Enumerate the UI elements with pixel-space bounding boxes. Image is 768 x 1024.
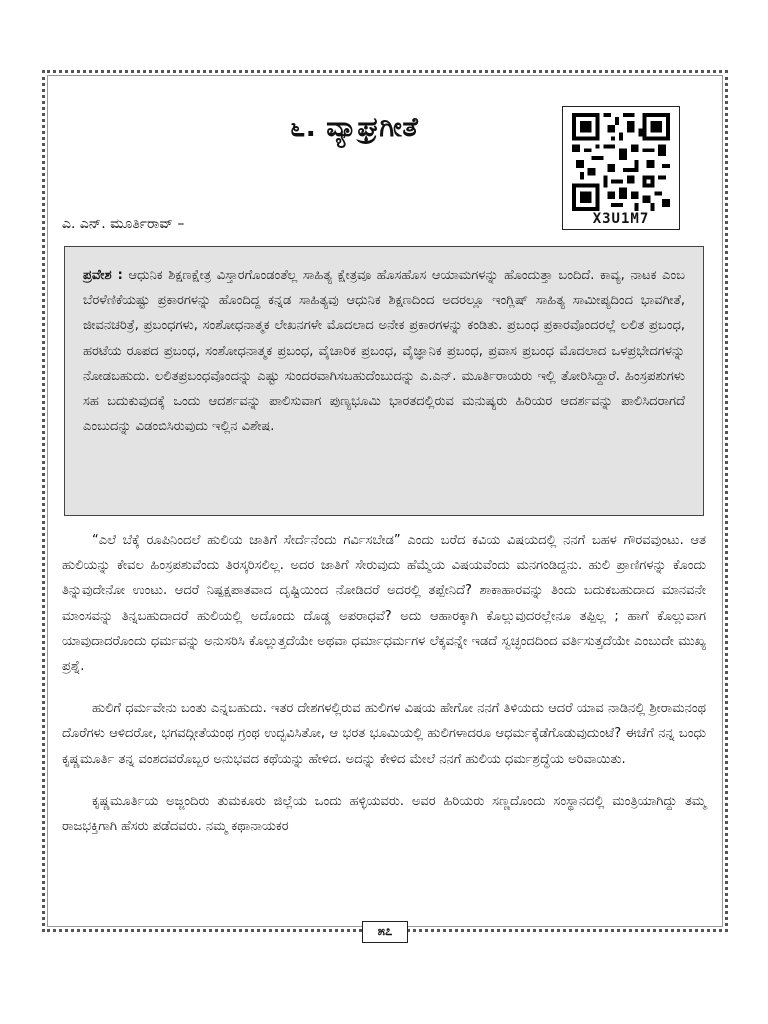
qr-code-label: X3U1M7: [592, 211, 650, 227]
paragraph-2: ಹುಲಿಗೆ ಧರ್ಮವೇನು ಬಂತು ಎನ್ನಬಹುದು. ಇತರ ದೇಶಗಳಲ್ಲಿರುವ ಹುಲಿಗಳ ವಿಷಯ ಹೇಗೋ ನನಗೆ ತಿಳಿಯದು ಆದರೆ ಯಾವ ನಾಡಿನಲ್ಲಿ ಶ್ರೀರಾಮನಂಥ ದೊರೆಗಳು ಆಳಿದರೋ, ಭಗವದ್ಗೀತೆಯಂಥ ಗ್ರಂಥ ಉದ್ಭವಿಸಿತೋ, ಆ ಭರತ ಭೂಮಿಯಲ್ಲಿ ಹುಲಿಗಳಾದರೂ ಆಧರ್ಮಕ್ಕೆಡೆಗೊಡುವುದುಂಟೆ? ಈಚೆಗೆ ನನ್ನ ಬಂಧು ಕೃಷ್ಣಮೂರ್ತಿ ತನ್ನ ವಂಶದವರೊಬ್ಬರ ಅನುಭವದ ಕಥೆಯನ್ನು ಹೇಳಿದ. ಅದನ್ನು ಕೇಳಿದ ಮೇಲೆ ನನಗೆ ಹುಲಿಯ ಧರ್ಮಶ್ರದ್ಧೆಯ ಅರಿವಾಯಿತು.: [62, 701, 706, 767]
intro-text: ಆಧುನಿಕ ಶಿಕ್ಷಣಕ್ಷೇತ್ರ ವಿಸ್ತಾರಗೊಂಡಂತೆಲ್ಲ ಸಾಹಿತ್ಯ ಕ್ಷೇತ್ರವೂ ಹೊಸಹೊಸ ಆಯಾಮಗಳನ್ನು ಹೊಂದುತ್ತಾ ಬಂದಿದೆ. ಕಾವ್ಯ, ನಾಟಕ ಎಂಬ ಬೆರಳೆಣಿಕೆಯಷ್ಟು ಪ್ರಕಾರಗಳನ್ನು ಹೊಂದಿದ್ದ ಕನ್ನಡ ಸಾಹಿತ್ಯವು ಆಧುನಿಕ ಶಿಕ್ಷಣದಿಂದ ಅದರಲ್ಲೂ ಇಂಗ್ಲಿಷ್ ಸಾಹಿತ್ಯ ಸಾಮೀಪ್ಯದಿಂದ ಭಾವಗೀತೆ, ಜೀವನಚರಿತ್ರೆ, ಪ್ರಬಂಧಗಳು, ಸಂಶೋಧನಾತ್ಮಕ ಲೇಖನಗಳೇ ಮೊದಲಾದ ಅನೇಕ ಪ್ರಕಾರಗಳನ್ನು ಕಂಡಿತು. ಪ್ರಬಂಧ ಪ್ರಕಾರವೊಂದರಲ್ಲೆ ಲಲಿತ ಪ್ರಬಂಧ, ಹರಟೆಯ ರೂಪದ ಪ್ರಬಂಧ, ಸಂಶೋಧನಾತ್ಮಕ ಪ್ರಬಂಧ, ವೈಚಾರಿಕ ಪ್ರಬಂಧ, ವೈಜ್ಞಾನಿಕ ಪ್ರಬಂಧ, ಪ್ರವಾಸ ಪ್ರಬಂಧ ಮೊದಲಾದ ಒಳಪ್ರಭೇದಗಳನ್ನು ನೋಡಬಹುದು. ಲಲಿತಪ್ರಬಂಧವೊಂದನ್ನು ಎಷ್ಟು ಸುಂದರವಾಗಿಸಬಹುದೆಂಬುದನ್ನು ಎ.ಎನ್. ಮೂರ್ತಿರಾಯರು ಇಲ್ಲಿ ತೋರಿಸಿದ್ದಾರೆ. ಹಿಂಸ್ರಪಶುಗಳು ಸಹ ಬದುಕುವುದಕ್ಕೆ ಒಂದು ಆದರ್ಶವನ್ನು ಪಾಲಿಸುವಾಗ ಪುಣ್ಯಭೂಮಿ ಭಾರತದಲ್ಲಿರುವ ಮನುಷ್ಯರು ಹಿರಿಯರ ಆದರ್ಶವನ್ನು ಪಾಲಿಸಿದರಾಗದೆ ಎಂಬುದನ್ನು ವಿಡಂಬಿಸಿರುವುದು ಇಲ್ಲಿನ ವಿಶೇಷ.: [83, 268, 685, 435]
paragraph-3: ಕೃಷ್ಣಮೂರ್ತಿಯ ಅಜ್ಜಂದಿರು ತುಮಕೂರು ಜಿಲ್ಲೆಯ ಒಂದು ಹಳ್ಳಿಯವರು. ಅವರ ಹಿರಿಯರು ಸಣ್ಣದೊಂದು ಸಂಸ್ಥಾನದಲ್ಲಿ ಮಂತ್ರಿಯಾಗಿದ್ದು ತಮ್ಮ ರಾಜಭಕ್ತಿಗಾಗಿ ಹೆಸರು ಪಡೆದವರು. ನಮ್ಮ ಕಥಾನಾಯಕರ: [62, 793, 706, 835]
lesson-title: ೬. ವ್ಯಾಘ್ರಗೀತೆ: [290, 112, 419, 143]
paragraph-1: “ಎಲೆ ಬೆಕ್ಕೆ ರೂಪಿನಿಂದಲೆ ಹುಲಿಯ ಜಾತಿಗೆ ಸೇರ್ದೆನೆಂದು ಗರ್ವಿಸಬೇಡ” ಎಂದು ಬರೆದ ಕವಿಯ ವಿಷಯದಲ್ಲಿ ನನಗೆ ಬಹಳ ಗೌರವವುಂಟು. ಆತ ಹುಲಿಯನ್ನು ಕೇವಲ ಹಿಂಸ್ರಪಶುವೆಂದು ತಿರಸ್ಕರಿಸಲಿಲ್ಲ. ಅದರ ಜಾತಿಗೆ ಸೇರುವುದು ಹೆಮ್ಮೆಯ ವಿಷಯವೆಂದು ಮನಗಂಡಿದ್ದನು. ಹುಲಿ ಪ್ರಾಣಿಗಳನ್ನು ಕೊಂದು ತಿನ್ನುವುದೇನೋ ಉಂಟು. ಆದರೆ ನಿಷ್ಪಕ್ಷಪಾತವಾದ ದೃಷ್ಟಿಯಿಂದ ನೋಡಿದರೆ ಅದರಲ್ಲಿ ತಪ್ಪೇನಿದೆ? ಶಾಕಾಹಾರವನ್ನು ತಿಂದು ಬದುಕಬಹುದಾದ ಮಾನವನೇ ಮಾಂಸವನ್ನು ತಿನ್ನಬಹುದಾದರೆ ಹುಲಿಯಲ್ಲಿ ಅದೊಂದು ದೊಡ್ಡ ಅಪರಾಧವೆ? ಅದು ಆಹಾರಕ್ಕಾಗಿ ಕೊಲ್ಲುವುದರಲ್ಲೇನೂ ತಪ್ಪಿಲ್ಲ ; ಹಾಗೆ ಕೊಲ್ಲುವಾಗ ಯಾವುದಾದರೊಂದು ಧರ್ಮವನ್ನು ಅನುಸರಿಸಿ ಕೊಲ್ಲುತ್ತದೆಯೇ ಅಥವಾ ಧರ್ಮಾಧರ್ಮಗಳ ಲೆಕ್ಕವನ್ನೇ ಇಡದೆ ಸ್ವಚ್ಛಂದದಿಂದ ವರ್ತಿಸುತ್ತದೆಯೇ ಎಂಬುದೇ ಮುಖ್ಯ ಪ್ರಶ್ನೆ.: [62, 533, 706, 675]
author-name: ಎ. ಎನ್. ಮೂರ್ತಿರಾವ್ –: [62, 216, 185, 232]
intro-box: [64, 246, 704, 516]
qr-code-icon: [571, 113, 671, 211]
qr-code-box: [562, 106, 680, 230]
intro-paragraph: [83, 263, 685, 439]
page-number: ೫೭: [362, 921, 408, 943]
body-text: [62, 528, 706, 856]
intro-label: ಪ್ರವೇಶ :: [83, 268, 123, 283]
